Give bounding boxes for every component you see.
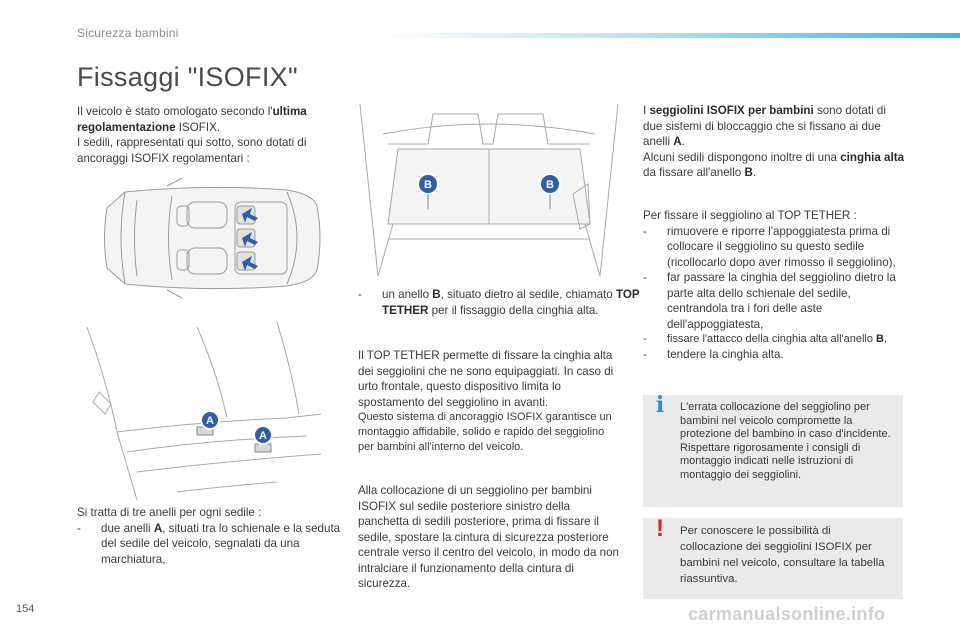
intro-text-1: Il veicolo è stato omologato secondo l' [77, 105, 273, 118]
step-3-bold: B [876, 333, 884, 345]
anchor-label-b-1: B [424, 179, 432, 191]
left-seat-paragraph: Alla collocazione di un seggiolino per bambini ISOFIX sul sedile posteriore sinistro della panchetta di sedili posteriore, prima di fissare il sedile, spostare la cintura di sicurezza posteriore centrale verso il centro del veicolo, in modo da non intralciare il funzionamento della cintura di sicurezza. [358, 484, 620, 590]
isofix-seats-paragraph [643, 103, 908, 181]
bullet-dash: - [643, 333, 647, 345]
bullet-b-text-3: per il fissaggio della cinghia alta. [428, 303, 599, 317]
rings-intro: Si tratta di tre anelli per ogni sedile : [77, 506, 262, 519]
trunk-top-tether-figure [358, 104, 620, 276]
top-tether-paragraph [358, 348, 622, 455]
bullet-b-bold-2: TOP TETHER [382, 288, 640, 317]
anchor-label-a-1: A [206, 415, 214, 427]
page-title: Fissaggi "ISOFIX" [77, 62, 298, 92]
col3-p1-text-3: . [681, 135, 685, 148]
intro-bold: ultima regolamentazione [77, 105, 307, 134]
col3-p1-bold-2: A [673, 135, 682, 148]
col3-p2-bold-2: B [744, 166, 753, 179]
bullet-ring-b [358, 287, 644, 318]
col3-p2-text-1: Alcuni sedili dispongono inoltre di una [643, 150, 841, 164]
info-text-1: L'errata collocazione del seggiolino per bambini nel veicolo compromette la protezione del bambino in caso d'incidente. [680, 401, 891, 440]
step-3 [643, 332, 908, 347]
col3-p2-text-3: . [752, 166, 757, 179]
bullet-ring-a [77, 521, 342, 568]
warning-box [643, 515, 903, 599]
bullet-b-text-2: , situato dietro al sedile, chiamato [440, 288, 616, 301]
car-top-view-figure [77, 178, 339, 298]
page-number: 154 [16, 603, 35, 615]
intro-text-3: I sedili, rappresentati qui sotto, sono dotati di ancoraggi ISOFIX regolamentari : [77, 136, 307, 165]
info-text-2: Rispettare rigorosamente i consigli di montaggio indicati nelle istruzioni di montaggio dei seggiolini. [680, 441, 861, 481]
header-gradient-bar [380, 33, 960, 38]
step-3-text-2: , [884, 333, 888, 345]
rings-description [77, 505, 342, 567]
warning-text: Per conoscere le possibilità di collocazione dei seggiolini ISOFIX per bambini nel veicolo, consultare la tabella riassuntiva. [680, 525, 885, 585]
info-text [680, 401, 893, 482]
col3-p1-bold: seggiolini ISOFIX per bambini [649, 104, 814, 117]
section-title: Sicurezza bambini [77, 26, 179, 40]
top-tether-steps [643, 208, 908, 363]
rear-seat-anchors-figure [77, 322, 321, 500]
step-4 [643, 347, 908, 363]
watermark: carmanualsonline.info [688, 604, 886, 624]
step-1 [643, 224, 908, 271]
col3-p2-text-2: da fissare all'anello [643, 166, 745, 179]
col3-p1-text-2: sono dotati di due sistemi di bloccaggio che si fissano ai due anelli [643, 104, 886, 148]
bullet-a-text-2: , situati tra lo schienale e la seduta del sedile del veicolo, segnalati da una marchiatura, [101, 521, 341, 566]
steps-intro: Per fissare il seggiolino al TOP TETHER : [643, 209, 857, 222]
anchor-label-a-2: A [259, 430, 267, 442]
info-box [643, 392, 903, 507]
step-4-text: tendere la cinghia alta. [667, 348, 784, 361]
info-icon: i [655, 392, 665, 418]
bullet-b-text-1: un anello [382, 288, 433, 301]
bullet-b-bold: B [432, 288, 441, 301]
top-tether-text-1: Il TOP TETHER permette di fissare la cinghia alta dei seggiolini che ne sono equipaggiati. In caso di urto frontale, questo dispositivo limita lo spostamento del seggiolino in avanti. [358, 349, 614, 409]
bullet-dash: - [643, 271, 647, 284]
intro-text-2: ISOFIX. [175, 120, 221, 134]
bullet-dash: - [643, 224, 647, 238]
bullet-dash: - [358, 288, 362, 301]
top-tether-text-2: Questo sistema di ancoraggio ISOFIX garantisce un montaggio affidabile, solido e rapido del seggiolino per bambini all'interno del veicolo. [358, 411, 612, 453]
step-2-text: far passare la cinghia del seggiolino dietro la parte alta dello schienale del sedile, centrandola tra i fori delle aste dell'appoggiatesta, [667, 271, 896, 331]
step-1-text: rimuovere e riporre l'appoggiatesta prima di collocare il seggiolino su questo sedile (ricollocarlo dopo aver rimosso il seggiolino), [667, 224, 896, 269]
bullet-dash: - [643, 348, 647, 361]
warning-icon: ! [656, 515, 664, 542]
step-2 [643, 270, 908, 332]
col3-p1-text-1: I [643, 104, 650, 117]
bullet-dash: - [77, 521, 81, 535]
bullet-a-text-1: due anelli [101, 521, 154, 535]
anchor-label-b-2: B [546, 179, 554, 191]
bullet-a-bold: A [153, 521, 163, 535]
step-3-text-1: fissare l'attacco della cinghia alta all'anello [667, 333, 877, 345]
col3-p2-bold: cinghia alta [840, 150, 905, 164]
intro-paragraph [77, 104, 342, 166]
